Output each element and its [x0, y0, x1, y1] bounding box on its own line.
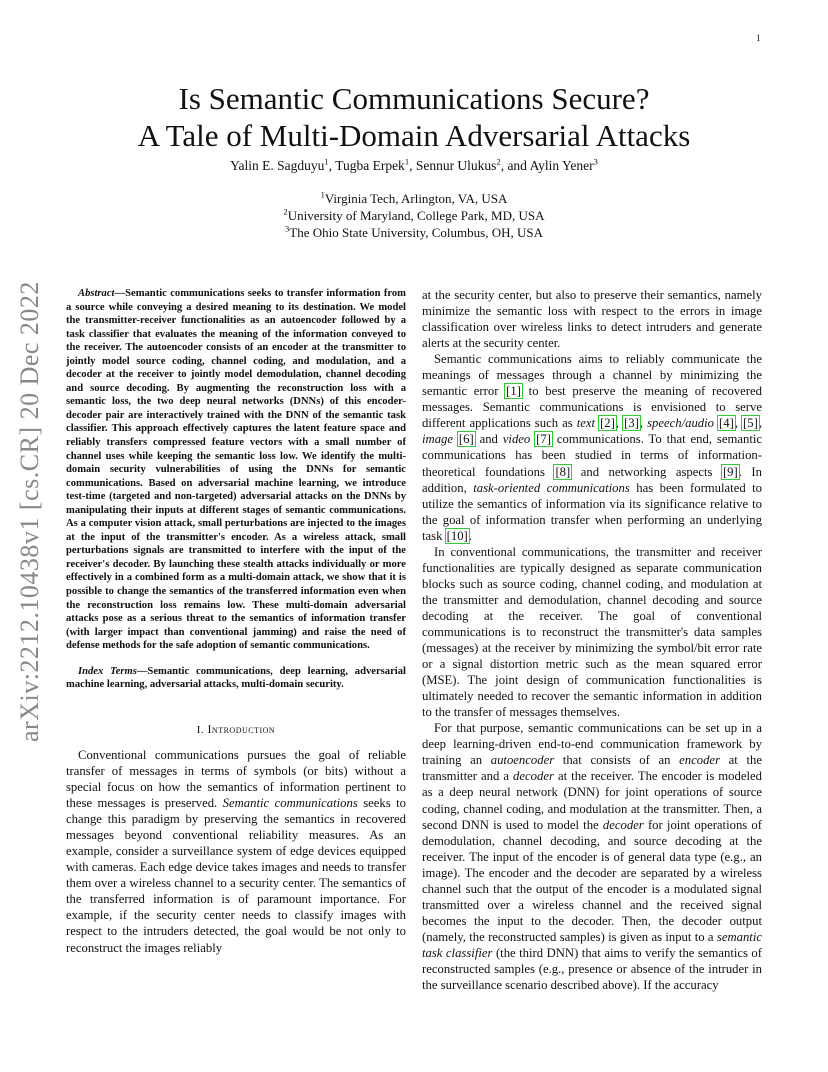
author-name: Yalin E. Sagduyu — [230, 158, 325, 173]
text-run: . — [468, 528, 472, 543]
text-run: at the receiver. The encoder is modeled as a deep neural network (DNN) for joint operations of source coding, channel coding, and modulation at the transmitter. Then, a second DNN is used to model the — [422, 769, 762, 832]
intro-paragraph-3: In conventional communications, the transmitter and receiver functionalities are typically designed as separate communication blocks such as source coding, channel coding, and modulation at the transmitter and demodulation, channel decoding and source decoding at the receiver. The goal of conventional communications is to reconstruct the transmitter's data samples (messages) at the receiver by minimizing the symbol/bit error rate or a signal distortion metric such as the mean squared error (MSE). The joint design of communication functionalities is ultimately needed to recover the semantic information in addition to the transfer of messages themselves. — [422, 544, 762, 720]
text-run: that consists of an — [554, 753, 680, 768]
index-terms: Index Terms—Semantic communications, deep learning, adversarial machine learning, adversarial attacks, multi-domain security. — [66, 665, 406, 691]
section-title: Introduction — [207, 721, 276, 736]
intro-paragraph-2 — [422, 351, 762, 544]
intro-paragraph-1-continued: at the security center, but also to preserve their semantics, namely minimize the semantic loss with respect to the errors in image classification over wireless links to detect intruders and generate alerts at the security center. — [422, 288, 762, 351]
text-run: seeks to change this paradigm by preserving the semantics in recovered messages beyond conventional reliability measures. As an example, consider a surveillance system of edge devices equipped with cameras. Each edge device takes images and needs to transfer them over a wireless channel to a security center. The semantics of the transferred information is of paramount importance. For example, if the security center needs to classify images with respect to the intruders detected, the goal would be not only to reconstruct the images reliably — [66, 796, 406, 955]
abstract-label: Abstract — [78, 288, 115, 299]
text-run: , — [615, 416, 624, 431]
text-run: (the third DNN) that aims to verify the semantics of reconstructed samples (e.g., presence or absence of the intruder in the surveillance scenario described above). If the accuracy — [422, 945, 762, 993]
affiliation-text: Virginia Tech, Arlington, VA, USA — [324, 191, 508, 206]
index-terms-label: Index Terms — [78, 665, 137, 677]
text-run: and networking aspects — [571, 464, 722, 479]
emphasis-text: video — [502, 432, 531, 447]
emphasis-text: decoder — [602, 817, 644, 832]
citation-link[interactable]: [9] — [722, 464, 738, 479]
author-name: Aylin Yener — [529, 158, 594, 173]
affiliation-mark: 1 — [320, 189, 325, 200]
author-name: Tugba Erpek — [335, 158, 405, 173]
title-line-2: A Tale of Multi-Domain Adversarial Attacks — [137, 118, 691, 153]
citation-link[interactable]: [2] — [600, 416, 615, 431]
affiliation-mark: 2 — [283, 206, 288, 217]
affiliation-mark: 2 — [496, 156, 501, 167]
affiliation-mark: 3 — [285, 223, 290, 234]
author-list: Yalin E. Sagduyu$^1$, Tugba Erpek$^1$, Sennur Ulukus$^2$, and Aylin Yener$^3$ — [230, 156, 598, 173]
affiliation-text: University of Maryland, College Park, MD, USA — [287, 208, 545, 223]
title-line-1: Is Semantic Communications Secure? — [178, 81, 650, 116]
text-run: Semantic communications aims to reliably communicate the meanings of messages through a channel by minimizing the semantic error — [422, 352, 762, 399]
text-run: has been formulated to utilize the semantics of information via its significance relative to the goal of information transfer when performing an underlying task — [422, 480, 762, 543]
citation-link[interactable]: [3] — [624, 416, 639, 431]
text-run: . In addition, — [422, 464, 762, 495]
emphasis-text: encoder — [679, 753, 721, 768]
right-column — [422, 287, 762, 993]
text-run: For that purpose, semantic communications can be set up in a deep learning-driven end-to-end communication framework by training an — [422, 721, 762, 768]
section-number: I. — [196, 723, 205, 736]
paper-title — [0, 80, 828, 154]
arxiv-stamp[interactable]: arXiv:2212.10438v1 [cs.CR] 20 Dec 2022 — [15, 281, 44, 742]
emphasis-text: speech/audio — [647, 416, 715, 431]
emphasis-text: text — [576, 416, 596, 431]
citation-link[interactable]: [8] — [555, 464, 571, 479]
author-name: Sennur Ulukus — [415, 158, 497, 173]
emphasis-text: semantic task classifier — [422, 929, 762, 960]
left-column — [66, 287, 406, 956]
intro-paragraph-4 — [422, 720, 762, 993]
text-run: at the transmitter and a — [422, 753, 762, 784]
citation-link[interactable]: [5] — [743, 416, 758, 431]
affiliation-list — [0, 190, 828, 241]
text-run: , — [758, 416, 763, 431]
text-run: Conventional communications pursues the goal of reliable transfer of messages in terms of symbols (or bits) without a special focus on how the semantics of information pertinent to these messages is preserved. — [66, 747, 406, 811]
abstract: Abstract—Semantic communications seeks to transfer information from a source while conveying a desired meaning to its destination. We model the transmitter-receiver functionalities as an autoencoder followed by a task classifier that evaluates the meaning of the information conveyed to the receiver. The autoencoder consists of an encoder at the transmitter to jointly model source coding, channel coding, and modulation, and a decoder at the receiver to jointly model demodulation, channel decoding and source decoding. By augmenting the reconstruction loss with a semantic loss, the two deep neural networks (DNNs) of this encoder-decoder pair are interactively trained with the DNN of the semantic task classifier. This approach effectively captures the latent feature space and reliably transfers compressed feature vectors with a small number of channel uses while keeping the semantic loss low. We identify the multi-domain security vulnerabilities of using the DNNs for semantic communications. Based on adversarial machine learning, we introduce test-time (targeted and non-targeted) adversarial attacks on the DNNs by manipulating their inputs at different stages of semantic communications. As a computer vision attack, small perturbations are injected to the images at the input of the transmitter's encoder. As a wireless attack, small perturbations signals are transmitted to interfere with the input of the receiver's decoder. By launching these stealth attacks individually or more effectively in a combined form as a multi-domain attack, we show that it is possible to change the semantics of the transferred information even when the reconstruction loss remains low. These multi-domain adversarial attacks pose as a serious threat to the semantics of information transfer (with larger impact than conventional jamming) and raise the need of defense methods for the safe adoption of semantic communications. — [66, 288, 406, 652]
citation-link[interactable]: [6] — [458, 432, 474, 447]
affiliation — [0, 190, 828, 207]
citation-link[interactable]: [4] — [719, 416, 734, 431]
emphasis-text: autoencoder — [490, 753, 555, 768]
text-run: , — [639, 416, 648, 431]
emphasis-text: image — [422, 432, 454, 447]
text-run: , — [734, 416, 743, 431]
text-run: to best preserve the meaning of recovered messages. Semantic communications is envisioned to serve different applications such as — [422, 384, 762, 431]
citation-link[interactable]: [7] — [536, 432, 551, 447]
abstract-text: Semantic communications seeks to transfer information from a source while conveying a desired meaning to its destination. We model the transmitter-receiver functionalities as an autoencoder followed by a task classifier that evaluates the meaning of the information conveyed to the receiver. The autoencoder consists of an encoder at the transmitter to jointly model source coding, channel coding, and modulation, and a decoder at the receiver to jointly model demodulation, channel decoding and source decoding. By augmenting the reconstruction loss with a semantic loss, the two deep neural networks (DNNs) of this encoder-decoder pair are interactively trained with the DNN of the semantic task classifier. This approach effectively captures the latent feature space and reliably transfers compressed feature vectors with a small number of channel uses while keeping the semantic loss low. We identify the multi-domain security vulnerabilities of using the DNNs for semantic communications. Based on adversarial machine learning, we introduce test-time (targeted and non-targeted) adversarial attacks on the DNNs by manipulating their inputs at different stages of semantic communications. As a computer vision attack, small perturbations are injected to the images at the input of the transmitter's encoder. As a wireless attack, small perturbations signals are transmitted to interfere with the input of the receiver's decoder. By launching these stealth attacks individually or more effectively in a combined form as a multi-domain attack, we show that it is possible to change the semantics of the transferred information even when the reconstruction loss remains low. These multi-domain adversarial attacks pose as a serious threat to the semantics of information transfer (with larger impact than conventional jamming) and raise the need of defense methods for the safe adoption of semantic communications. — [66, 288, 406, 652]
section-heading — [66, 722, 406, 737]
emphasis-text: decoder — [513, 769, 554, 784]
affiliation-mark: 1 — [404, 156, 410, 167]
page-number: 1 — [756, 33, 761, 43]
index-terms-text: Semantic communications, deep learning, adversarial machine learning, adversarial attacks, multi-domain security. — [66, 665, 406, 691]
affiliation — [0, 207, 828, 224]
text-run: for joint operations of demodulation, channel decoding, and source decoding at the receiver. The input of the encoder is of general data type (e.g., an image). The encoder and the decoder are separated by a wireless channel such that the output of the encoder is a modulated signal transmitted over a wireless channel and the received signal becomes the input to the decoder. Then, the decoder output (namely, the reconstructed samples) is given as input to a — [422, 817, 762, 944]
emphasis-text: Semantic communications — [222, 796, 358, 811]
intro-paragraph-1 — [66, 747, 406, 956]
text-run: communications. To that end, semantic communications has been studied in terms of information-theoretical foundations — [422, 432, 763, 479]
affiliation — [0, 224, 828, 241]
affiliation-mark: 1 — [324, 156, 329, 167]
affiliation-mark: 3 — [593, 156, 598, 167]
affiliation-text: The Ohio State University, Columbus, OH, USA — [289, 225, 543, 240]
citation-link[interactable]: [1] — [506, 384, 521, 399]
text-run: and — [474, 432, 503, 447]
emphasis-text: task-oriented communications — [473, 480, 630, 495]
citation-link[interactable]: [10] — [446, 528, 468, 543]
